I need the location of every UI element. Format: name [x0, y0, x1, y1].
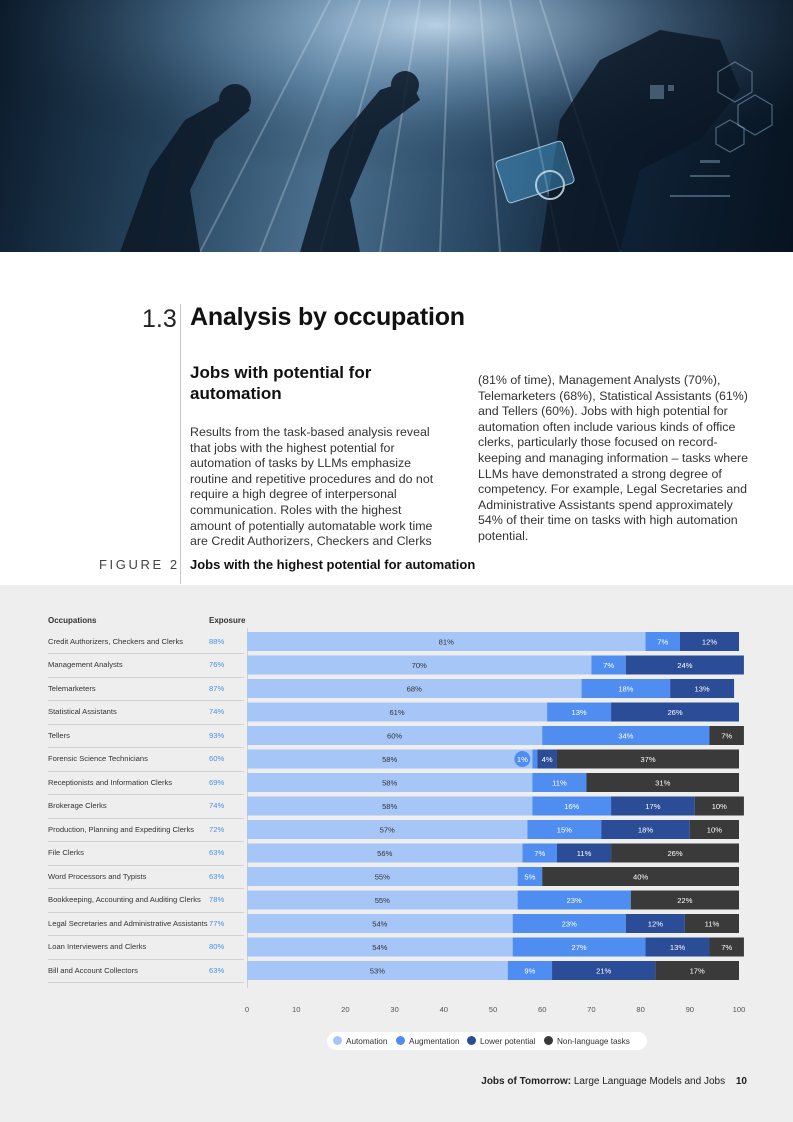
x-tick-label: 20 — [341, 1005, 350, 1014]
bar-value-label: 10% — [711, 802, 727, 811]
bar-value-label: 54% — [372, 919, 388, 929]
exposure-value: 76% — [209, 660, 225, 669]
legend-item-lower-potential — [467, 1036, 536, 1046]
x-tick-label: 80 — [636, 1005, 645, 1014]
bar-value-label: 7% — [721, 943, 733, 952]
bar-segment — [532, 750, 537, 769]
bar-value-label: 56% — [377, 849, 393, 858]
bar-value-label: 68% — [406, 684, 422, 694]
occupation-label: Statistical Assistants — [48, 707, 117, 716]
bar-value-label: 37% — [640, 755, 656, 764]
occupation-label: Legal Secretaries and Administrative Assistants — [48, 918, 208, 928]
bar-value-label: 4% — [541, 755, 553, 764]
occupation-label: Word Processors and Typists — [48, 871, 147, 881]
bar-value-label: 55% — [374, 872, 390, 882]
bar-value-label: 7% — [721, 731, 733, 741]
legend-item-augmentation — [396, 1036, 460, 1046]
exposure-value: 60% — [209, 754, 225, 763]
legend-item-non-language — [544, 1036, 630, 1046]
occupation-label: Bookkeeping, Accounting and Auditing Clerks — [48, 895, 201, 904]
bar-value-label: 57% — [379, 825, 395, 835]
bar-value-label: 13% — [669, 943, 686, 952]
bar-value-label: 5% — [524, 872, 536, 882]
footer-subtitle: Large Language Models and Jobs — [573, 1076, 726, 1087]
bar-value-label: 58% — [382, 755, 398, 764]
x-tick-label: 30 — [390, 1005, 399, 1014]
occupations-header: Occupations — [48, 616, 97, 625]
bar-value-label: 17% — [645, 802, 661, 811]
legend-label: Augmentation — [409, 1037, 460, 1046]
bar-value-label: 7% — [603, 661, 615, 670]
exposure-value: 63% — [209, 965, 225, 975]
bar-value-label: 15% — [556, 825, 572, 835]
legend-dot-automation — [333, 1036, 342, 1045]
bar-value-label: 70% — [411, 661, 427, 670]
legend-item-automation — [333, 1036, 387, 1046]
chart-legend — [327, 1032, 647, 1050]
bar-value-label: 11% — [704, 919, 720, 929]
bar-value-label: 18% — [637, 825, 654, 835]
exposure-value: 93% — [209, 730, 225, 740]
exposure-value: 63% — [209, 871, 225, 881]
bar-value-label: 26% — [667, 849, 683, 858]
bar-value-label: 1% — [516, 755, 528, 764]
x-tick-label: 50 — [488, 1005, 498, 1014]
bar-value-label: 81% — [438, 637, 454, 647]
x-tick-label: 70 — [587, 1005, 596, 1014]
exposure-value: 78% — [209, 895, 225, 904]
legend-dot-augmentation — [396, 1036, 405, 1045]
bar-value-label: 17% — [689, 966, 705, 976]
bar-value-label: 31% — [655, 778, 671, 788]
exposure-value: 72% — [209, 824, 225, 834]
occupation-label: Brokerage Clerks — [48, 801, 107, 810]
x-tick-label: 90 — [685, 1005, 695, 1014]
figure-label: FIGURE 2 — [99, 557, 180, 572]
occupation-label: Production, Planning and Expediting Clerks — [48, 824, 195, 834]
bar-value-label: 24% — [677, 661, 693, 670]
bar-value-label: 53% — [369, 966, 385, 976]
bar-value-label: 27% — [571, 943, 587, 952]
bar-value-label: 10% — [706, 825, 723, 835]
legend-dot-non-language — [544, 1036, 553, 1045]
subheading: Jobs with potential for automation — [190, 363, 372, 403]
bar-value-label: 11% — [576, 849, 592, 858]
exposure-value: 77% — [209, 918, 225, 928]
bar-value-label: 22% — [677, 896, 693, 905]
bar-value-label: 9% — [524, 966, 536, 976]
bar-value-label: 40% — [632, 872, 649, 882]
occupation-label: Credit Authorizers, Checkers and Clerks — [48, 636, 184, 646]
bar-value-label: 16% — [564, 802, 580, 811]
exposure-value: 80% — [209, 942, 225, 951]
legend-label: Lower potential — [480, 1037, 536, 1046]
occupation-label: Telemarketers — [48, 683, 96, 693]
x-tick-label: 100 — [732, 1005, 746, 1014]
exposure-value: 87% — [209, 683, 225, 693]
body-paragraph-col1: Results from the task-based analysis reveal that jobs with the highest potential for automation of tasks by LLMs emphasize routine and repetitive procedures and do not require a high degree of interpersonal communication. Roles with the highest amount of potentially automatable work time are Credit Authorizers, Checkers and Clerks — [190, 425, 434, 549]
bar-value-label: 18% — [618, 684, 634, 694]
bar-value-label: 11% — [552, 778, 567, 788]
bar-value-label: 13% — [571, 708, 587, 717]
bar-value-label: 60% — [386, 731, 403, 741]
occupation-label: Management Analysts — [48, 660, 123, 669]
bar-value-label: 12% — [701, 637, 718, 647]
body-paragraph-col2: (81% of time), Management Analysts (70%), Telemarketers (68%), Statistical Assistants (61%) and Tellers (60%). Jobs with high potential for automation often include various kinds of office clerks, particularly those focused on record-keeping and managing information – tasks where LLMs have demonstrated a strong degree of competency. For example, Legal Secretaries and Administrative Assistants spend approximately 54% of their time on tasks with high automation potential. — [478, 373, 749, 543]
bar-value-label: 58% — [382, 778, 398, 788]
bar-value-label: 55% — [374, 896, 390, 905]
bar-value-label: 12% — [647, 919, 663, 929]
exposure-header: Exposure — [209, 616, 246, 625]
exposure-value: 88% — [209, 636, 225, 646]
page-footer — [481, 1076, 747, 1087]
exposure-value: 69% — [209, 777, 225, 787]
legend-dot-lower-potential — [467, 1036, 476, 1045]
bar-value-label: 26% — [667, 708, 683, 717]
x-tick-label: 0 — [244, 1005, 250, 1014]
page-number: 10 — [735, 1076, 747, 1087]
occupation-label: Receptionists and Information Clerks — [48, 777, 173, 787]
footer-publication: Jobs of Tomorrow: — [481, 1076, 572, 1087]
bar-value-label: 7% — [657, 637, 669, 647]
x-tick-label: 10 — [291, 1005, 301, 1014]
figure-title: Jobs with the highest potential for automation — [190, 557, 476, 572]
occupation-label: Loan Interviewers and Clerks — [48, 942, 147, 951]
exposure-value: 74% — [209, 707, 225, 716]
x-tick-label: 40 — [439, 1005, 449, 1014]
occupation-label: Bill and Account Collectors — [48, 965, 138, 975]
exposure-value: 63% — [209, 848, 225, 857]
exposure-value: 74% — [209, 801, 225, 810]
x-tick-label: 60 — [537, 1005, 547, 1014]
occupation-label: Forensic Science Technicians — [48, 754, 148, 763]
occupation-label: File Clerks — [48, 848, 84, 857]
bar-value-label: 23% — [566, 896, 582, 905]
bar-value-label: 58% — [382, 802, 398, 811]
bar-value-label: 54% — [372, 943, 388, 952]
section-number: 1.3 — [142, 305, 177, 333]
bar-value-label: 7% — [534, 849, 546, 858]
legend-label: Non-language tasks — [557, 1037, 630, 1046]
bar-value-label: 13% — [694, 684, 710, 694]
bar-value-label: 61% — [389, 708, 405, 717]
occupation-label: Tellers — [48, 730, 70, 740]
legend-label: Automation — [346, 1037, 388, 1046]
bar-value-label: 23% — [561, 919, 577, 929]
section-title: Analysis by occupation — [190, 303, 465, 331]
bar-value-label: 34% — [618, 731, 634, 741]
bar-value-label: 21% — [596, 966, 612, 976]
